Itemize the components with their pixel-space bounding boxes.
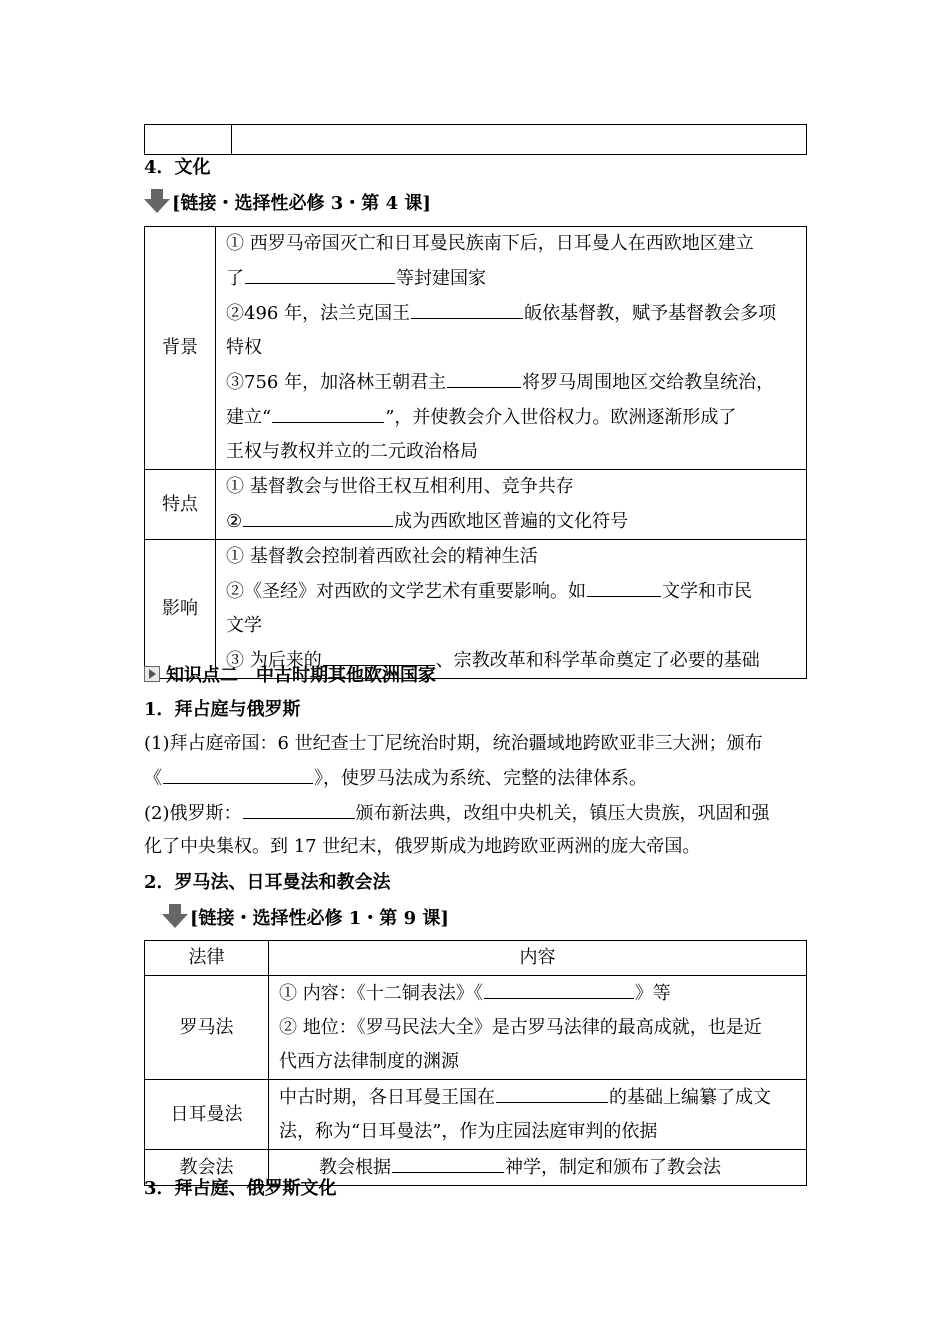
table-row (145, 540, 807, 679)
section-2-link-text: [链接・选择性必修 1・第 9 课] (190, 908, 449, 929)
row-content-roman-law (269, 976, 807, 1080)
row-label-roman-law: 罗马法 (145, 976, 269, 1080)
play-triangle-icon (144, 666, 160, 682)
text-segment: 《 (144, 768, 162, 789)
table-row (145, 470, 807, 540)
text-line (226, 296, 806, 331)
table-row (145, 976, 807, 1080)
table-row (145, 1080, 807, 1150)
top-table-remnant (144, 124, 807, 155)
text-line (279, 976, 806, 1011)
row-content-germanic-law (269, 1080, 807, 1150)
fill-blank[interactable] (484, 976, 634, 999)
text-line: ① 基督教会控制着西欧社会的精神生活 (226, 546, 538, 567)
row-content-features (216, 470, 807, 540)
paragraph-line (144, 761, 647, 796)
text-segment: 神学，制定和颁布了教会法 (505, 1157, 721, 1178)
header-law: 法律 (145, 941, 269, 976)
text-line (319, 1150, 806, 1185)
remnant-cell-label (145, 125, 232, 155)
fill-blank[interactable] (243, 796, 355, 819)
text-line: ① 基督教会与世俗王权互相利用、竞争共存 (226, 476, 574, 497)
knowledge-point-2-title (144, 659, 436, 693)
knowledge-point-2-text: 知识点二 中古时期其他欧洲国家 (166, 665, 436, 686)
culture-table (144, 226, 807, 679)
text-line (226, 504, 806, 539)
text-line: 文学 (226, 615, 262, 636)
text-segment: 文学和市民 (662, 581, 752, 602)
fill-blank[interactable] (163, 761, 313, 784)
section-1-heading: 1．拜占庭与俄罗斯 (144, 699, 301, 720)
fill-blank[interactable] (392, 1150, 504, 1173)
row-label-features: 特点 (145, 470, 216, 540)
text-line (226, 400, 806, 435)
section-2-heading: 2．罗马法、日耳曼法和教会法 (144, 872, 391, 893)
text-segment: 教会根据 (319, 1157, 391, 1178)
row-label-germanic-law: 日耳曼法 (145, 1080, 269, 1150)
section-4-link (144, 187, 431, 221)
down-arrow-icon (162, 904, 188, 928)
law-table (144, 940, 807, 1186)
header-content: 内容 (269, 941, 807, 976)
text-segment: ②《圣经》对西欧的文学艺术有重要影响。如 (226, 581, 586, 602)
row-label-influence: 影响 (145, 540, 216, 679)
text-line: ② 地位：《罗马民法大全》是古罗马法律的最高成就，也是近 (279, 1017, 762, 1038)
fill-blank[interactable] (243, 504, 393, 527)
row-content-background (216, 227, 807, 470)
text-segment: 成为西欧地区普遍的文化符号 (394, 511, 629, 532)
text-line (279, 1080, 806, 1115)
text-line: 法，称为“日耳曼法”，作为庄园法庭审判的依据 (279, 1121, 658, 1142)
section-4-link-text: [链接・选择性必修 3・第 4 课] (172, 193, 431, 214)
text-line: 王权与教权并立的二元政治格局 (226, 441, 478, 462)
section-3-heading: 3．拜占庭、俄罗斯文化 (144, 1178, 337, 1199)
section-4-heading: 4．文化 (144, 157, 211, 178)
text-segment: ③ 为后来的 (226, 650, 322, 671)
text-line (226, 574, 806, 609)
text-segment: ②496 年，法兰克国王 (226, 303, 411, 324)
fill-blank[interactable] (587, 574, 661, 597)
text-segment: 颁布新法典，改组中央机关，镇压大贵族，巩固和强 (355, 803, 770, 824)
text-segment: 》等 (634, 983, 671, 1004)
text-line: 特权 (226, 337, 262, 358)
text-segment: 中古时期，各日耳曼王国在 (279, 1087, 495, 1108)
paragraph-line (144, 796, 770, 831)
text-segment: 、宗教改革和科学革命奠定了必要的基础 (435, 650, 760, 671)
remnant-cell-content (232, 125, 807, 155)
down-arrow-icon (144, 189, 170, 213)
section-2-link (162, 902, 449, 936)
paragraph-line: 化了中央集权。到 17 世纪末，俄罗斯成为地跨欧亚两洲的庞大帝国。 (144, 836, 701, 857)
text-segment: 皈依基督教，赋予基督教会多项 (524, 303, 777, 324)
text-segment: ”，并使教会介入世俗权力。欧洲逐渐形成了 (385, 407, 737, 428)
text-line: 代西方法律制度的渊源 (279, 1051, 459, 1072)
row-content-church-law (269, 1150, 807, 1186)
row-content-influence (216, 540, 807, 679)
row-label-background: 背景 (145, 227, 216, 470)
text-segment: ② (226, 511, 243, 532)
text-segment: ① 内容：《十二铜表法》《 (279, 983, 483, 1004)
text-segment: 》，使罗马法成为系统、完整的法律体系。 (314, 768, 647, 789)
text-segment: 等封建国家 (396, 268, 486, 289)
text-segment: 将罗马周围地区交给教皇统治， (522, 372, 775, 393)
text-segment: 建立“ (226, 407, 272, 428)
text-segment: 了 (226, 268, 244, 289)
text-line: ① 西罗马帝国灭亡和日耳曼民族南下后，日耳曼人在西欧地区建立 (226, 233, 754, 254)
text-segment: (2)俄罗斯： (144, 803, 242, 824)
fill-blank[interactable] (496, 1080, 608, 1103)
row-label-church-law: 教会法 (145, 1150, 269, 1186)
table-row (145, 227, 807, 470)
text-segment: ③756 年，加洛林王朝君主 (226, 372, 447, 393)
fill-blank[interactable] (411, 296, 523, 319)
text-line (226, 261, 806, 296)
text-line (226, 365, 806, 400)
fill-blank[interactable] (245, 261, 395, 284)
fill-blank[interactable] (272, 400, 384, 423)
paragraph-line: (1)拜占庭帝国：6 世纪查士丁尼统治时期，统治疆域地跨欧亚非三大洲；颁布 (144, 733, 763, 754)
text-segment: 的基础上编纂了成文 (609, 1087, 771, 1108)
table-header-row (145, 941, 807, 976)
fill-blank[interactable] (447, 365, 521, 388)
